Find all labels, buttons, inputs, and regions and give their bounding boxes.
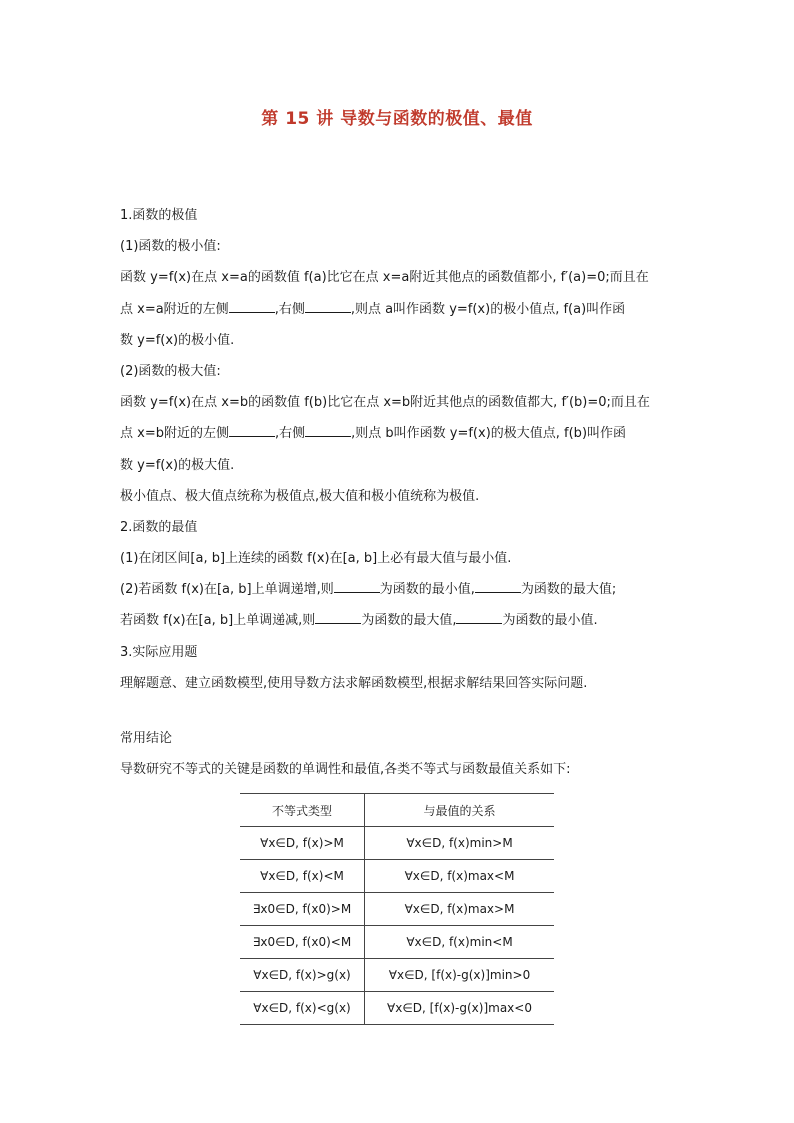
table-row	[240, 992, 554, 1025]
section2-line2-part-b: 为函数的最小值,	[379, 582, 475, 598]
section2-line2-part-a: (2)若函数 f(x)在[a, b]上单调递增,则	[120, 582, 334, 598]
fill-blank[interactable]	[334, 580, 380, 593]
sub1-line2-part-a: 点 x=a附近的左侧	[120, 301, 229, 317]
section2-heading: 2.函数的最值	[120, 519, 198, 535]
sub1-line2	[120, 300, 680, 331]
inequality-table	[240, 793, 554, 1025]
sub2-heading: (2)函数的极大值:	[120, 363, 221, 379]
section2-line3-part-a: 若函数 f(x)在[a, b]上单调递减,则	[120, 613, 316, 629]
fill-blank[interactable]	[229, 300, 275, 313]
fill-blank[interactable]	[475, 580, 521, 593]
table-row	[240, 827, 554, 860]
sub2-line2-part-a: 点 x=b附近的左侧	[120, 426, 229, 442]
table-cell-type: ∀x∈D, f(x)>M	[240, 827, 365, 860]
sub2-line2	[120, 424, 680, 455]
table-cell-relation: ∀x∈D, f(x)max<M	[365, 860, 555, 893]
fill-blank[interactable]	[456, 611, 502, 624]
table-cell-relation: ∀x∈D, f(x)min>M	[365, 827, 555, 860]
section1-summary: 极小值点、极大值点统称为极值点,极大值和极小值统称为极值.	[120, 488, 480, 504]
fill-blank[interactable]	[305, 424, 351, 437]
section2-line3	[120, 611, 680, 642]
sub1-line2-part-b: ,右侧	[274, 301, 305, 317]
fill-blank[interactable]	[305, 300, 351, 313]
table-cell-type: ∀x∈D, f(x)<g(x)	[240, 992, 365, 1025]
section3-line1: 理解题意、建立函数模型,使用导数方法求解函数模型,根据求解结果回答实际问题.	[120, 675, 588, 691]
conclusion-heading: 常用结论	[120, 731, 173, 746]
sub2-line1: 函数 y=f(x)在点 x=b的函数值 f(b)比它在点 x=b附近其他点的函数值都大, f′(b)=0;而且在	[120, 395, 650, 411]
table-cell-relation: ∀x∈D, f(x)max>M	[365, 893, 555, 926]
table-header-row	[240, 794, 554, 827]
section3-heading: 3.实际应用题	[120, 644, 198, 660]
page-title: 第 15 讲 导数与函数的极值、最值	[261, 109, 533, 129]
table-cell-type: ∀x∈D, f(x)<M	[240, 860, 365, 893]
sub2-line2-part-c: ,则点 b叫作函数 y=f(x)的极大值点, f(b)叫作函	[351, 426, 627, 442]
table-cell-relation: ∀x∈D, [f(x)-g(x)]max<0	[365, 992, 555, 1025]
section2-line3-part-b: 为函数的最大值,	[361, 613, 457, 629]
table-header-relation: 与最值的关系	[365, 794, 555, 827]
table-header-type: 不等式类型	[240, 794, 365, 827]
sub2-line3: 数 y=f(x)的极大值.	[120, 457, 235, 473]
sub2-line2-part-b: ,右侧	[274, 426, 306, 442]
table-row	[240, 860, 554, 893]
section1-heading: 1.函数的极值	[120, 208, 198, 223]
table-cell-type: ∃x0∈D, f(x0)>M	[240, 893, 365, 926]
sub1-line2-part-c: ,则点 a叫作函数 y=f(x)的极小值点, f(a)叫作函	[350, 301, 626, 317]
table-row	[240, 893, 554, 926]
document-body	[120, 206, 680, 791]
table-cell-relation: ∀x∈D, f(x)min<M	[365, 926, 555, 959]
section2-line2-part-c: 为函数的最大值;	[520, 582, 617, 598]
table-cell-type: ∃x0∈D, f(x0)<M	[240, 926, 365, 959]
fill-blank[interactable]	[315, 611, 361, 624]
sub1-heading: (1)函数的极小值:	[120, 239, 221, 255]
table-row	[240, 926, 554, 959]
section2-line3-part-c: 为函数的最小值.	[502, 613, 598, 629]
sub1-line3: 数 y=f(x)的极小值.	[120, 332, 235, 348]
fill-blank[interactable]	[229, 424, 275, 437]
table-row	[240, 959, 554, 992]
conclusion-intro: 导数研究不等式的关键是函数的单调性和最值,各类不等式与函数最值关系如下:	[120, 762, 571, 778]
table-cell-relation: ∀x∈D, [f(x)-g(x)]min>0	[365, 959, 555, 992]
sub1-line1: 函数 y=f(x)在点 x=a的函数值 f(a)比它在点 x=a附近其他点的函数值都小, f′(a)=0;而且在	[120, 270, 649, 286]
table-cell-type: ∀x∈D, f(x)>g(x)	[240, 959, 365, 992]
section2-line1: (1)在闭区间[a, b]上连续的函数 f(x)在[a, b]上必有最大值与最小值.	[120, 551, 512, 567]
section2-line2	[120, 580, 680, 611]
